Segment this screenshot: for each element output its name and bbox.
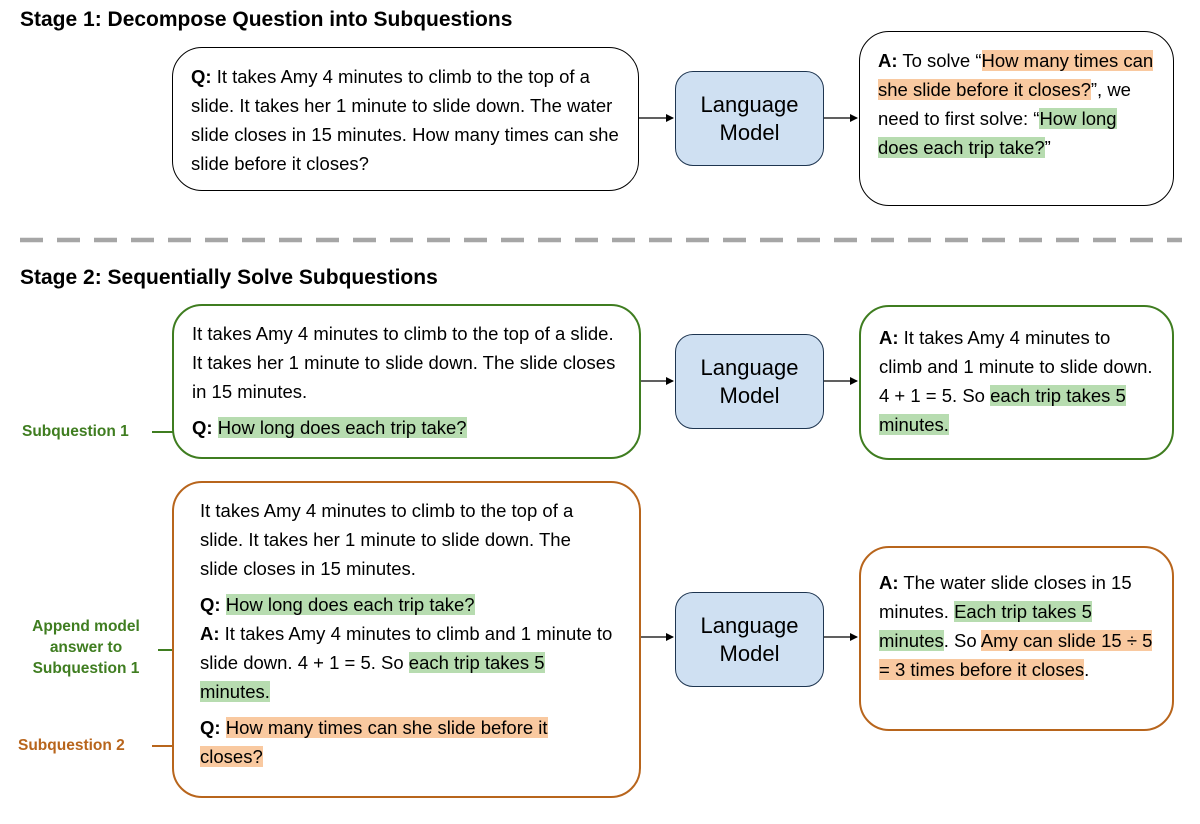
sub1-question-highlight: How long does each trip take? <box>217 417 467 438</box>
answer-prefix: A: <box>878 50 898 71</box>
sub1-answer-box <box>859 305 1174 460</box>
model-label: Language Model <box>700 612 799 666</box>
sub1-context: It takes Amy 4 minutes to climb to the top of a slide. It takes her 1 minute to slide down. The slide closes in 15 minutes. <box>192 323 616 402</box>
answer-prefix: A: <box>879 327 899 348</box>
answer-highlight-green: Each trip takes 5 minutes <box>879 601 1092 651</box>
sub1-question-prefix: Q: <box>192 417 213 438</box>
answer-text: . So <box>943 630 981 651</box>
answer-text: ” <box>1044 137 1051 158</box>
stage2-heading: Stage 2: Sequentially Solve Subquestions <box>20 266 438 289</box>
sub2-answer-box <box>859 546 1174 731</box>
sub2-question-box <box>172 481 641 798</box>
answer-prefix: A: <box>879 572 899 593</box>
sub2-q2-highlight: How many times can she slide before it closes? <box>200 717 548 767</box>
answer-highlight: each trip takes 5 minutes. <box>879 385 1126 435</box>
sub2-q1-highlight: How long does each trip take? <box>225 594 475 615</box>
sub2-a1-highlight: each trip takes 5 minutes. <box>200 652 545 702</box>
subquestion-2-label: Subquestion 2 <box>18 737 125 754</box>
stage1-question-box <box>172 47 639 191</box>
answer-highlight-orange: Amy can slide 15 ÷ 5 = 3 times before it closes <box>879 630 1153 680</box>
sub1-language-model <box>675 334 824 429</box>
sub2-q2-prefix: Q: <box>200 717 221 738</box>
answer-text: It takes Amy 4 minutes to climb and 1 minute to slide down. 4 + 1 = 5. So <box>879 327 1153 406</box>
model-label: Language Model <box>700 91 799 145</box>
highlight-subquestion-1: How long does each trip take? <box>878 108 1117 158</box>
sub2-q1-prefix: Q: <box>200 594 221 615</box>
subquestion-1-label: Subquestion 1 <box>22 423 129 440</box>
question-prefix: Q: <box>191 66 212 87</box>
answer-text: ”, we need to first solve: “ <box>878 79 1131 129</box>
sub2-language-model <box>675 592 824 687</box>
answer-text: The water slide closes in 15 minutes. <box>879 572 1132 622</box>
sub1-question-box <box>172 304 641 459</box>
append-answer-label: Append model answer to Subquestion 1 <box>32 618 140 677</box>
stage1-heading: Stage 1: Decompose Question into Subquestions <box>20 8 513 31</box>
answer-text: . <box>1084 659 1090 680</box>
sub2-a1-prefix: A: <box>200 623 220 644</box>
model-label: Language Model <box>700 354 799 408</box>
highlight-subquestion-2: How many times can she slide before it closes? <box>878 50 1154 100</box>
sub2-a1-text: It takes Amy 4 minutes to climb and 1 minute to slide down. 4 + 1 = 5. So <box>200 623 613 673</box>
sub2-context: It takes Amy 4 minutes to climb to the top of a slide. It takes her 1 minute to slide down. The slide closes in 15 minutes. <box>200 500 574 579</box>
question-text: It takes Amy 4 minutes to climb to the top of a slide. It takes her 1 minute to slide down. The water slide closes in 15 minutes. How many times can she slide before it closes? <box>191 66 619 174</box>
stage1-answer-box <box>859 31 1174 206</box>
stage1-language-model <box>675 71 824 166</box>
answer-text: To solve “ <box>897 50 982 71</box>
